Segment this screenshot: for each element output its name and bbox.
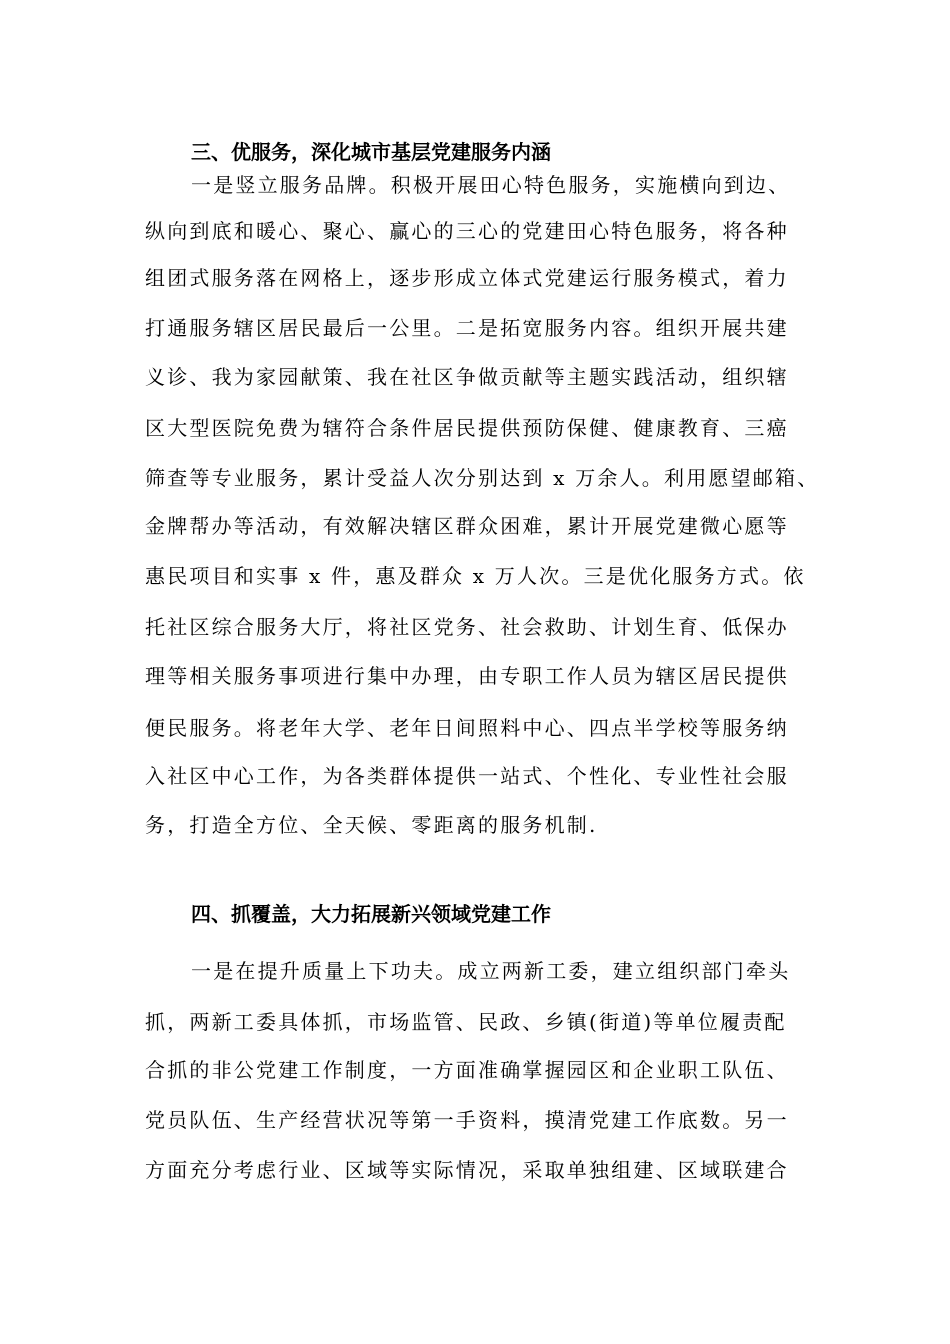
paragraph-line: 入社区中心工作，为各类群体提供一站式、个性化、专业性社会服 <box>145 764 789 788</box>
paragraph-line: 合抓的非公党建工作制度，一方面准确掌握园区和企业职工队伍、 <box>145 1058 789 1082</box>
paragraph-line: 区大型医院免费为辖符合条件居民提供预防保健、健康教育、三癌 <box>145 416 789 440</box>
paragraph-line: 方面充分考虑行业、区域等实际情况，采取单独组建、区域联建合 <box>145 1158 789 1182</box>
paragraph-line: 便民服务。将老年大学、老年日间照料中心、四点半学校等服务纳 <box>145 716 789 740</box>
paragraph-line: 纵向到底和暖心、聚心、赢心的三心的党建田心特色服务，将各种 <box>145 219 789 243</box>
paragraph-line: 抓，两新工委具体抓，市场监管、民政、乡镇(街道)等单位履责配 <box>145 1010 787 1034</box>
paragraph-line: 一是在提升质量上下功夫。成立两新工委，建立组织部门牵头 <box>191 959 791 983</box>
paragraph-line: 党员队伍、生产经营状况等第一手资料，摸清党建工作底数。另一 <box>145 1108 789 1132</box>
paragraph-line: 组团式服务落在网格上，逐步形成立体式党建运行服务模式，着力 <box>145 266 789 290</box>
paragraph-line: 一是竖立服务品牌。积极开展田心特色服务，实施横向到边、 <box>191 173 791 197</box>
paragraph-line: 理等相关服务事项进行集中办理，由专职工作人员为辖区居民提供 <box>145 664 789 688</box>
paragraph-line: 打通服务辖区居民最后一公里。二是拓宽服务内容。组织开展共建 <box>145 316 789 340</box>
paragraph-line: 筛查等专业服务，累计受益人次分别达到 x 万余人。利用愿望邮箱、 <box>145 466 820 490</box>
paragraph-line: 惠民项目和实事 x 件，惠及群众 x 万人次。三是优化服务方式。依 <box>145 564 806 588</box>
paragraph-line: 金牌帮办等活动，有效解决辖区群众困难，累计开展党建微心愿等 <box>145 514 789 538</box>
paragraph-line: 务，打造全方位、全天候、零距离的服务机制. <box>145 813 598 837</box>
section-heading: 四、抓覆盖，大力拓展新兴领域党建工作 <box>191 902 551 926</box>
section-heading: 三、优服务，深化城市基层党建服务内涵 <box>191 140 551 164</box>
paragraph-line: 义诊、我为家园献策、我在社区争做贡献等主题实践活动，组织辖 <box>145 365 789 389</box>
paragraph-line: 托社区综合服务大厅，将社区党务、社会救助、计划生育、低保办 <box>145 615 789 639</box>
